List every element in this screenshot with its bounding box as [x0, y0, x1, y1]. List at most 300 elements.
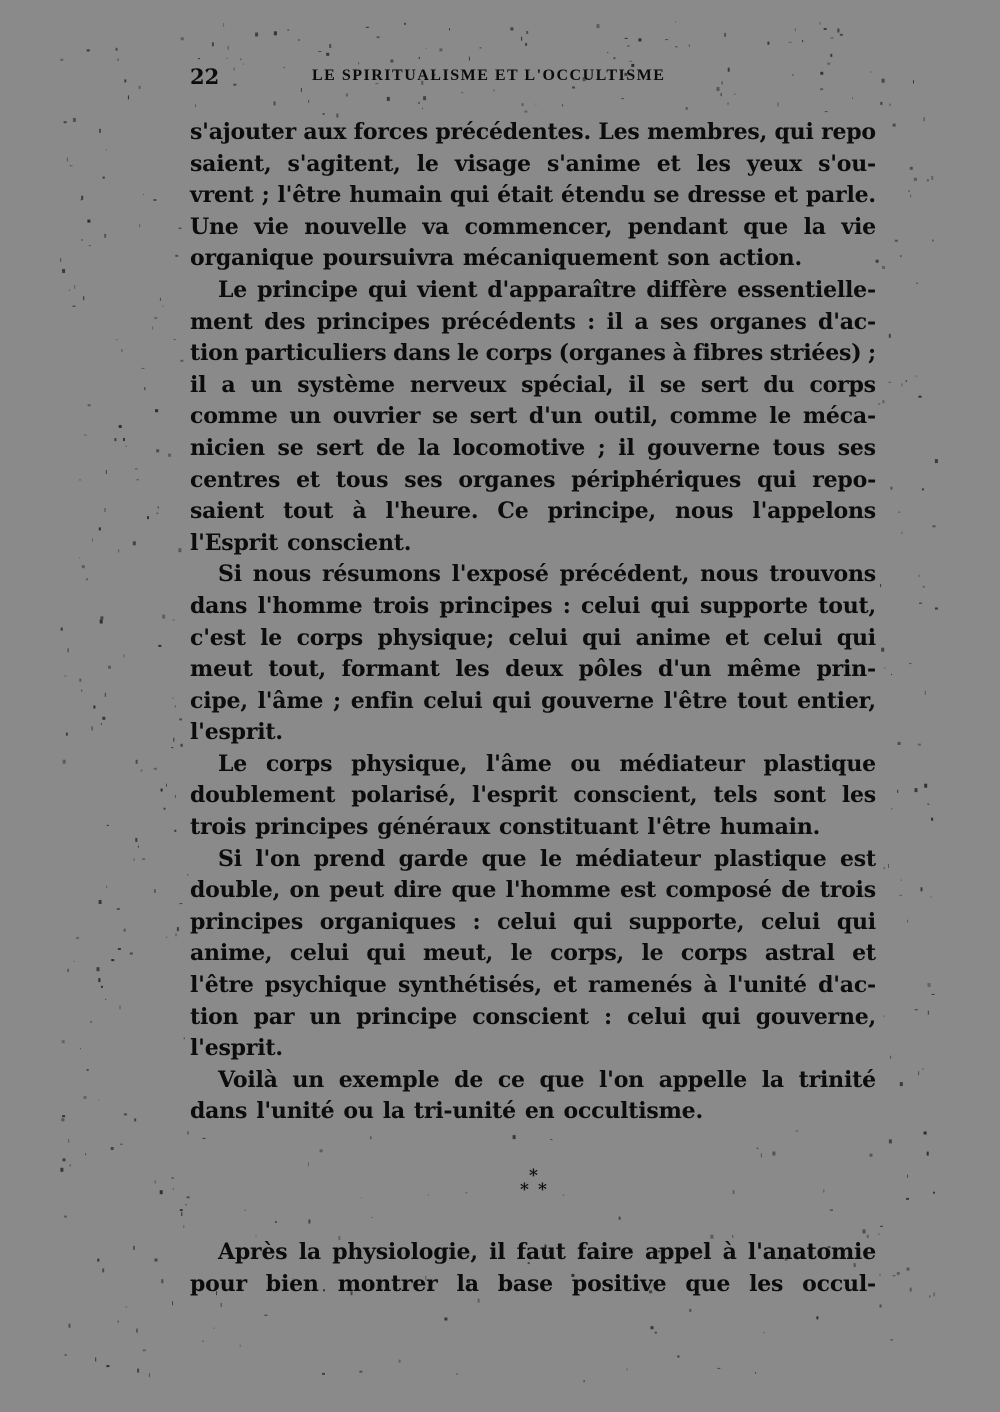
noise-speck: [888, 864, 889, 868]
noise-speck: [141, 770, 143, 772]
noise-speck: [924, 1132, 927, 1135]
noise-speck: [323, 113, 325, 115]
noise-speck: [933, 1192, 935, 1194]
noise-speck: [136, 1329, 138, 1333]
noise-speck: [161, 789, 163, 792]
noise-speck: [172, 698, 173, 699]
noise-speck: [86, 578, 88, 580]
noise-speck: [61, 1118, 64, 1121]
noise-speck: [102, 717, 105, 720]
noise-speck: [274, 31, 277, 35]
noise-speck: [884, 668, 885, 669]
noise-speck: [924, 117, 925, 121]
noise-speck: [82, 239, 83, 241]
noise-speck: [68, 969, 69, 972]
noise-speck: [919, 396, 922, 398]
noise-speck: [898, 512, 900, 513]
noise-speck: [884, 867, 885, 869]
noise-speck: [689, 1309, 691, 1312]
noise-speck: [901, 383, 902, 386]
noise-speck: [900, 255, 901, 257]
noise-speck: [882, 266, 885, 269]
noise-speck: [931, 897, 932, 898]
noise-speck: [457, 1373, 458, 1375]
noise-speck: [764, 1332, 765, 1333]
separator-star: *: [538, 1180, 547, 1200]
noise-speck: [881, 648, 884, 652]
noise-speck: [889, 1139, 892, 1143]
noise-speck: [95, 1358, 96, 1362]
text-line: saient tout à l'heure. Ce principe, nous l'appelons: [190, 498, 876, 525]
noise-speck: [655, 1332, 657, 1334]
noise-speck: [172, 1301, 173, 1305]
noise-speck: [910, 167, 913, 170]
noise-speck: [880, 584, 881, 587]
noise-speck: [99, 129, 101, 133]
noise-speck: [597, 24, 600, 28]
noise-speck: [907, 920, 908, 923]
noise-speck: [163, 306, 164, 307]
noise-speck: [891, 1339, 893, 1340]
noise-speck: [900, 1082, 903, 1086]
noise-speck: [880, 1274, 881, 1276]
noise-speck: [876, 260, 879, 263]
noise-speck: [837, 29, 839, 33]
text-line: l'esprit.: [190, 1035, 283, 1062]
noise-speck: [922, 488, 924, 490]
noise-speck: [925, 691, 926, 695]
noise-speck: [870, 1154, 873, 1157]
noise-speck: [444, 1318, 447, 1321]
noise-speck: [99, 1099, 100, 1100]
noise-speck: [87, 1069, 89, 1071]
noise-speck: [329, 44, 331, 48]
noise-speck: [133, 541, 136, 545]
noise-speck: [880, 102, 882, 105]
noise-speck: [889, 334, 891, 338]
noise-speck: [550, 1139, 552, 1140]
noise-speck: [778, 103, 779, 107]
noise-speck: [160, 1190, 163, 1194]
noise-speck: [168, 454, 171, 457]
noise-speck: [123, 438, 125, 441]
noise-speck: [120, 1005, 121, 1009]
text-line: tion par un principe conscient : celui qui gouverne,: [190, 1003, 876, 1030]
noise-speck: [914, 178, 917, 181]
noise-speck: [439, 48, 442, 51]
running-header: [190, 64, 880, 92]
noise-speck: [198, 58, 200, 59]
noise-speck: [156, 449, 159, 452]
noise-speck: [418, 102, 420, 104]
noise-speck: [160, 298, 161, 301]
noise-speck: [322, 1373, 325, 1375]
text-line: double, on peut dire que l'homme est composé de trois: [190, 877, 876, 904]
noise-speck: [935, 459, 938, 463]
noise-speck: [158, 507, 159, 509]
noise-speck: [372, 1217, 373, 1218]
noise-speck: [154, 317, 157, 319]
noise-speck: [880, 1305, 882, 1308]
noise-speck: [106, 1365, 109, 1367]
noise-speck: [228, 46, 229, 50]
noise-speck: [825, 111, 828, 112]
noise-speck: [755, 1372, 756, 1374]
noise-speck: [143, 194, 144, 195]
noise-speck: [665, 39, 668, 40]
noise-speck: [535, 104, 536, 105]
noise-speck: [74, 285, 75, 289]
noise-speck: [918, 744, 921, 746]
text-line: meut tout, formant les deux pôles d'un même prin-: [190, 656, 876, 683]
noise-speck: [183, 1225, 184, 1228]
noise-speck: [107, 825, 109, 826]
noise-speck: [142, 859, 145, 860]
noise-speck: [185, 1204, 187, 1205]
noise-speck: [144, 387, 145, 390]
noise-speck: [240, 1345, 241, 1347]
noise-speck: [161, 1279, 163, 1283]
noise-speck: [62, 1115, 65, 1117]
noise-speck: [919, 575, 920, 577]
noise-speck: [522, 103, 524, 106]
noise-speck: [153, 199, 156, 201]
noise-speck: [619, 1217, 621, 1220]
text-line: Une vie nouvelle va commencer, pendant que la vie: [190, 213, 876, 240]
noise-speck: [513, 1135, 516, 1139]
noise-speck: [155, 1180, 156, 1183]
text-line: c'est le corps physique; celui qui anime et celui qui: [190, 624, 876, 651]
noise-speck: [62, 269, 65, 273]
noise-speck: [893, 1275, 896, 1276]
text-line: anime, celui qui meut, le corps, le corps astral et: [190, 940, 876, 967]
noise-speck: [907, 1268, 910, 1271]
text-line: Après la physiologie, il faut faire appel à l'anatomie: [218, 1239, 876, 1265]
noise-speck: [562, 104, 563, 106]
noise-speck: [70, 1164, 71, 1166]
noise-speck: [298, 39, 300, 41]
noise-speck: [910, 1288, 912, 1292]
body-text: [190, 117, 876, 1128]
noise-speck: [154, 768, 157, 770]
noise-speck: [924, 784, 927, 788]
noise-speck: [104, 234, 106, 238]
noise-speck: [175, 705, 176, 707]
noise-speck: [461, 92, 463, 93]
noise-speck: [166, 937, 167, 938]
noise-speck: [68, 648, 69, 652]
noise-speck: [137, 479, 139, 480]
noise-speck: [221, 1303, 222, 1307]
noise-speck: [621, 98, 624, 99]
text-line: saient, s'agitent, le visage s'anime et les yeux s'ou-: [190, 150, 876, 177]
noise-speck: [85, 1153, 86, 1155]
noise-speck: [103, 177, 105, 179]
noise-speck: [607, 52, 608, 53]
noise-speck: [852, 98, 853, 99]
noise-speck: [915, 376, 917, 377]
noise-speck: [686, 107, 688, 110]
text-line: pour bien montrer la base positive que les occul-: [190, 1270, 876, 1297]
noise-speck: [180, 360, 183, 362]
noise-speck: [82, 565, 85, 568]
noise-speck: [120, 1144, 123, 1145]
noise-speck: [840, 34, 843, 36]
noise-speck: [116, 339, 117, 340]
noise-speck: [422, 108, 423, 109]
noise-speck: [921, 887, 923, 891]
text-line: Si nous résumons l'exposé précédent, nous trouvons: [218, 561, 876, 588]
noise-speck: [906, 1198, 909, 1200]
noise-speck: [789, 42, 792, 43]
noise-speck: [139, 224, 140, 227]
text-line: centres et tous ses organes périphériques qui repo-: [190, 466, 876, 493]
text-line: principes organiques : celui qui supporte, celui qui: [190, 908, 876, 935]
noise-speck: [882, 400, 884, 403]
text-line: l'esprit.: [190, 719, 283, 746]
noise-speck: [164, 808, 166, 810]
noise-speck: [724, 33, 726, 37]
noise-speck: [173, 620, 175, 621]
noise-speck: [195, 104, 196, 107]
noise-speck: [116, 48, 118, 51]
noise-speck: [174, 830, 176, 832]
noise-speck: [772, 1152, 775, 1156]
text-line: l'être psychique synthétisés, et ramenés à l'unité d'ac-: [190, 972, 876, 999]
noise-speck: [399, 1360, 401, 1363]
noise-speck: [901, 532, 902, 534]
noise-speck: [80, 1048, 81, 1049]
noise-speck: [155, 1259, 158, 1262]
noise-speck: [240, 58, 241, 60]
noise-speck: [106, 470, 107, 474]
noise-speck: [118, 948, 121, 950]
noise-speck: [63, 1158, 66, 1161]
noise-speck: [79, 679, 81, 682]
noise-speck: [863, 1229, 866, 1233]
noise-speck: [187, 1196, 190, 1198]
noise-speck: [890, 104, 891, 106]
text-line: cipe, l'âme ; enfin celui qui gouverne l'être tout entier,: [190, 687, 876, 714]
noise-speck: [326, 53, 329, 56]
noise-speck: [884, 1016, 885, 1017]
noise-speck: [890, 1056, 891, 1059]
noise-speck: [175, 795, 176, 798]
noise-speck: [830, 54, 832, 57]
noise-speck: [929, 1295, 930, 1297]
noise-speck: [227, 58, 228, 59]
noise-speck: [928, 1011, 929, 1015]
noise-speck: [123, 654, 124, 657]
text-line: dans l'unité ou la tri-unité en occultisme.: [190, 1098, 703, 1125]
noise-speck: [675, 21, 676, 22]
noise-speck: [913, 80, 914, 83]
noise-speck: [92, 726, 93, 730]
noise-speck: [923, 586, 925, 588]
noise-speck: [882, 79, 885, 83]
noise-speck: [223, 23, 224, 27]
noise-speck: [99, 900, 102, 904]
noise-speck: [138, 846, 139, 848]
noise-speck: [932, 994, 935, 995]
noise-speck: [66, 733, 68, 736]
noise-speck: [158, 645, 161, 647]
noise-speck: [878, 403, 880, 404]
noise-speck: [69, 290, 70, 291]
noise-speck: [105, 508, 106, 512]
noise-speck: [891, 808, 892, 809]
running-title: LE SPIRITUALISME ET L'OCCULTISME: [312, 67, 666, 84]
noise-speck: [152, 327, 153, 330]
noise-speck: [264, 1315, 267, 1316]
noise-speck: [125, 1306, 127, 1307]
noise-speck: [428, 1195, 429, 1196]
noise-speck: [181, 37, 184, 40]
noise-speck: [70, 165, 73, 166]
noise-speck: [897, 790, 898, 793]
noise-speck: [69, 1324, 71, 1328]
noise-speck: [934, 1292, 935, 1296]
noise-speck: [62, 1040, 65, 1043]
noise-speck: [60, 1168, 63, 1172]
text-line: Voilà un exemple de ce que l'on appelle la trinité: [218, 1066, 876, 1093]
noise-speck: [802, 40, 803, 42]
noise-speck: [465, 1192, 467, 1193]
noise-speck: [526, 31, 528, 34]
noise-speck: [73, 118, 76, 122]
noise-speck: [65, 1354, 67, 1356]
noise-speck: [162, 615, 165, 619]
noise-speck: [98, 978, 100, 982]
noise-speck: [173, 738, 174, 742]
noise-speck: [105, 693, 106, 697]
noise-speck: [64, 675, 66, 676]
noise-speck: [180, 1209, 183, 1211]
noise-speck: [178, 228, 181, 229]
noise-speck: [419, 57, 420, 59]
noise-speck: [627, 1369, 628, 1371]
noise-speck: [155, 409, 158, 412]
text-line: trois principes généraux constituant l'être humain.: [190, 814, 821, 841]
noise-speck: [880, 1226, 883, 1227]
noise-speck: [318, 51, 321, 52]
noise-speck: [128, 95, 129, 99]
noise-speck: [84, 1096, 87, 1099]
noise-speck: [891, 674, 892, 675]
text-line: vrent ; l'être humain qui était étendu se dresse et parle.: [190, 182, 876, 209]
noise-speck: [181, 1212, 182, 1216]
noise-speck: [897, 1272, 900, 1275]
noise-speck: [366, 27, 369, 28]
noise-speck: [81, 690, 82, 692]
noise-speck: [524, 111, 527, 113]
noise-speck: [178, 548, 181, 552]
noise-speck: [308, 1162, 309, 1166]
noise-speck: [734, 94, 735, 95]
noise-speck: [97, 1259, 99, 1262]
noise-speck: [134, 1118, 136, 1121]
noise-speck: [105, 999, 106, 1000]
noise-speck: [878, 1233, 879, 1235]
noise-speck: [64, 1216, 67, 1218]
text-line: Si l'on prend garde que le médiateur plastique est: [218, 845, 876, 872]
noise-speck: [933, 525, 936, 527]
noise-speck: [93, 706, 95, 709]
noise-speck: [274, 101, 276, 105]
noise-speck: [916, 283, 918, 284]
noise-speck: [816, 1316, 818, 1319]
noise-speck: [761, 1153, 762, 1157]
noise-speck: [187, 874, 188, 875]
noise-speck: [101, 986, 103, 988]
noise-speck: [910, 195, 911, 198]
noise-speck: [927, 179, 929, 181]
noise-speck: [80, 479, 81, 480]
noise-speck: [63, 760, 66, 764]
noise-speck: [721, 93, 722, 96]
text-line: Le principe qui vient d'apparaître diffère essentielle-: [218, 276, 876, 303]
noise-speck: [931, 176, 933, 180]
text-line: comme un ouvrier se sert d'un outil, comme le méca-: [190, 403, 876, 430]
noise-speck: [106, 886, 107, 888]
noise-speck: [928, 983, 931, 987]
text-line: s'ajouter aux forces précédentes. Les membres, qui repo: [190, 119, 876, 145]
noise-speck: [119, 425, 122, 428]
noise-speck: [100, 620, 103, 624]
noise-speck: [124, 1113, 127, 1115]
text-line: nicien se sert de la locomotive ; il gouverne tous ses: [190, 434, 876, 461]
noise-speck: [118, 549, 119, 552]
noise-speck: [87, 49, 90, 51]
noise-speck: [820, 22, 821, 25]
noise-speck: [651, 1326, 654, 1329]
noise-speck: [124, 929, 126, 932]
noise-speck: [130, 953, 133, 955]
noise-speck: [563, 1195, 565, 1196]
noise-speck: [890, 487, 892, 490]
noise-speck: [510, 27, 513, 30]
noise-speck: [757, 1148, 759, 1149]
text-line: Le corps physique, l'âme ou médiateur plastique: [218, 750, 876, 777]
noise-speck: [184, 1037, 185, 1039]
noise-speck: [135, 838, 137, 842]
noise-speck: [68, 1139, 69, 1143]
noise-speck: [915, 1009, 918, 1010]
noise-speck: [390, 60, 393, 63]
noise-speck: [932, 240, 933, 242]
noise-speck: [370, 1136, 371, 1139]
noise-speck: [97, 967, 100, 971]
noise-speck: [156, 513, 158, 514]
text-line: tion particuliers dans le corps (organes à fibres striées) ;: [190, 340, 876, 367]
noise-speck: [102, 1268, 104, 1272]
noise-speck: [214, 1328, 215, 1329]
noise-speck: [173, 1188, 174, 1189]
noise-speck: [935, 608, 938, 610]
noise-speck: [84, 435, 87, 436]
noise-speck: [135, 468, 138, 469]
noise-speck: [919, 603, 922, 604]
noise-speck: [899, 895, 902, 896]
separator-star: *: [529, 1166, 538, 1186]
noise-speck: [275, 1221, 277, 1223]
noise-speck: [67, 158, 68, 162]
noise-speck: [361, 1198, 362, 1199]
noise-speck: [359, 1371, 362, 1373]
section-separator-asterism: [500, 1166, 560, 1206]
noise-speck: [111, 1147, 114, 1150]
noise-speck: [179, 903, 182, 904]
